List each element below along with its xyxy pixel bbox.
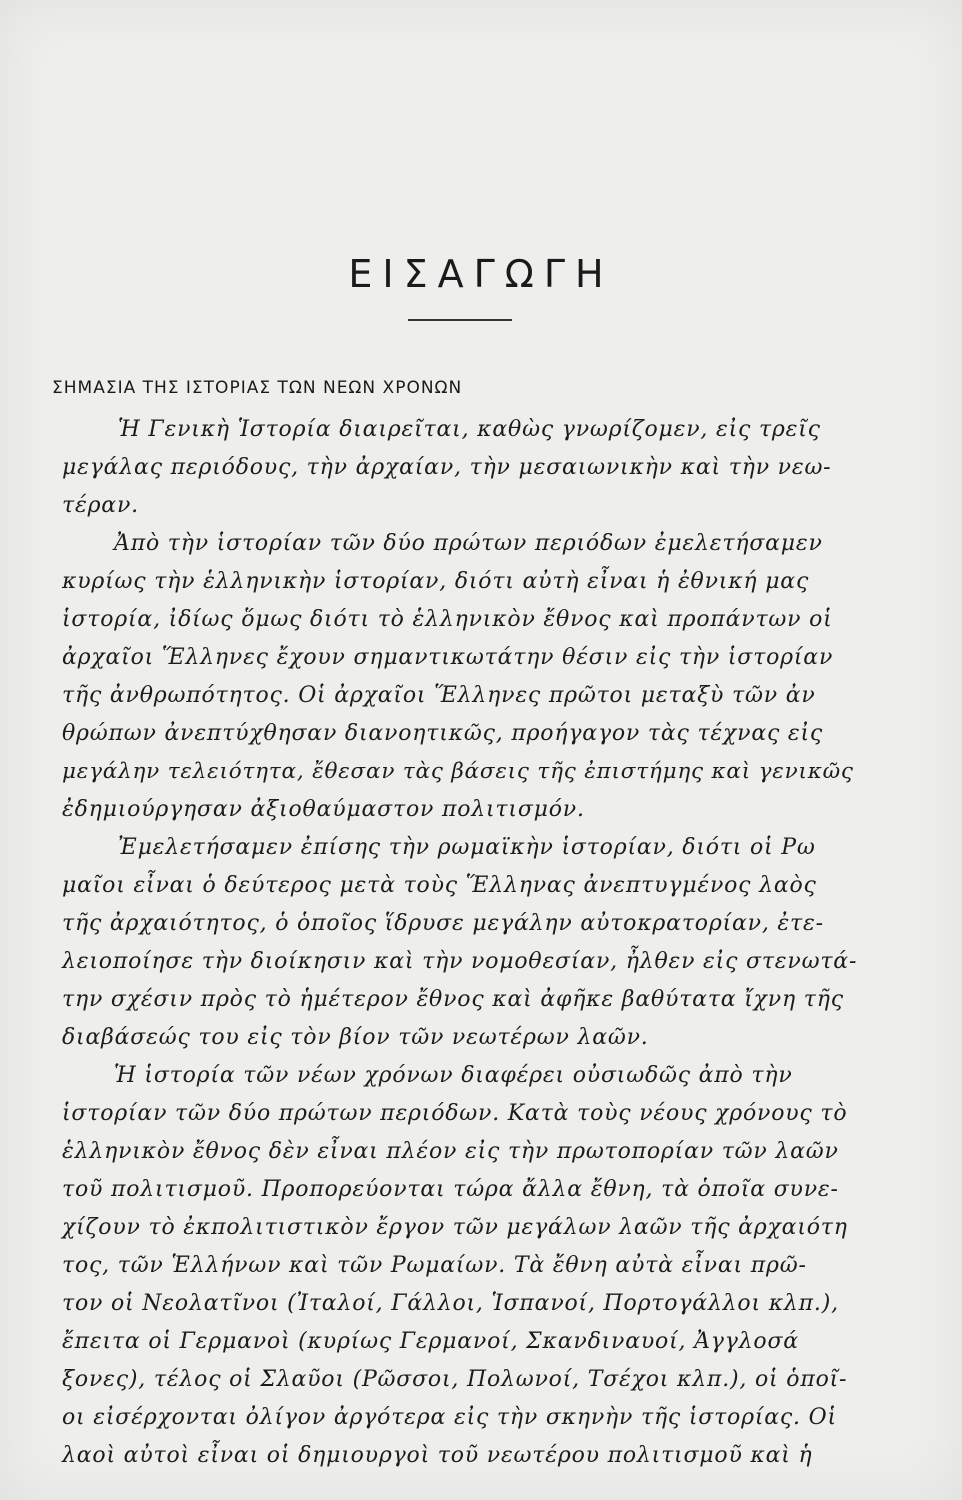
text-line: την σχέσιν πρὸς τὸ ἡμέτερον ἔθνος καὶ ἀφῆκε βαθύτατα ἴχνη τῆς xyxy=(62,987,844,1012)
section-heading: ΣΗΜΑΣΙΑ ΤΗΣ ΙΣΤΟΡΙΑΣ ΤΩΝ ΝΕΩΝ ΧΡΟΝΩΝ xyxy=(52,378,463,398)
text-line: τέραν. xyxy=(62,493,139,518)
title-divider xyxy=(408,319,512,321)
text-line: τον οἱ Νεολατῖνοι (Ἰταλοί, Γάλλοι, Ἱσπανοί, Πορτογάλλοι κλπ.), xyxy=(62,1291,839,1316)
text-line: λαοὶ αὐτοὶ εἶναι οἱ δημιουργοὶ τοῦ νεωτέρου πολιτισμοῦ καὶ ἡ xyxy=(62,1443,813,1468)
text-line: τος, τῶν Ἑλλήνων καὶ τῶν Ρωμαίων. Τὰ ἔθνη αὐτὰ εἶναι πρῶ- xyxy=(62,1253,807,1278)
text-line: Ἀπὸ τὴν ἱστορίαν τῶν δύο πρώτων περιόδων ἐμελετήσαμεν xyxy=(114,531,823,556)
text-line: Ἡ ἱστορία τῶν νέων χρόνων διαφέρει οὐσιωδῶς ἀπὸ τὴν xyxy=(114,1063,793,1088)
text-line: οι εἰσέρχονται ὀλίγον ἀργότερα εἰς τὴν σκηνὴν τῆς ἱστορίας. Οἱ xyxy=(62,1405,837,1430)
text-line: ἑλληνικὸν ἔθνος δὲν εἶναι πλέον εἰς τὴν πρωτοπορίαν τῶν λαῶν xyxy=(62,1139,839,1164)
page-title: ΕΙΣΑΓΩΓΗ xyxy=(348,252,614,296)
text-line: ξονες), τέλος οἱ Σλαῦοι (Ρῶσσοι, Πολωνοί, Τσέχοι κλπ.), οἱ ὁποῖ- xyxy=(62,1367,848,1392)
text-line: Ἡ Γενικὴ Ἱστορία διαιρεῖται, καθὼς γνωρίζομεν, εἰς τρεῖς xyxy=(118,417,821,442)
text-line: τῆς ἀνθρωπότητος. Οἱ ἀρχαῖοι Ἕλληνες πρῶτοι μεταξὺ τῶν ἀν xyxy=(62,683,816,708)
text-line: θρώπων ἀνεπτύχθησαν διανοητικῶς, προήγαγον τὰς τέχνας εἰς xyxy=(62,721,824,746)
text-line: λειοποίησε τὴν διοίκησιν καὶ τὴν νομοθεσίαν, ἦλθεν εἰς στενωτά- xyxy=(62,949,858,974)
text-line: μεγάλας περιόδους, τὴν ἀρχαίαν, τὴν μεσαιωνικὴν καὶ τὴν νεω- xyxy=(62,455,832,480)
text-line: χίζουν τὸ ἐκπολιτιστικὸν ἔργον τῶν μεγάλων λαῶν τῆς ἀρχαιότη xyxy=(62,1215,848,1240)
text-line: τῆς ἀρχαιότητος, ὁ ὁποῖος ἵδρυσε μεγάλην αὐτοκρατορίαν, ἐτε- xyxy=(62,911,824,936)
text-line: ἱστορία, ἰδίως ὅμως διότι τὸ ἑλληνικὸν ἔθνος καὶ προπάντων οἱ xyxy=(62,607,833,632)
text-line: μαῖοι εἶναι ὁ δεύτερος μετὰ τοὺς Ἕλληνας ἀνεπτυγμένος λαὸς xyxy=(62,873,817,898)
text-line: Ἐμελετήσαμεν ἐπίσης τὴν ρωμαϊκὴν ἱστορίαν, διότι οἱ Ρω xyxy=(118,835,816,860)
text-line: ἱστορίαν τῶν δύο πρώτων περιόδων. Κατὰ τοὺς νέους χρόνους τὸ xyxy=(62,1101,848,1126)
text-line: ἐδημιούργησαν ἀξιοθαύμαστον πολιτισμόν. xyxy=(62,797,585,822)
text-line: μεγάλην τελειότητα, ἔθεσαν τὰς βάσεις τῆς ἐπιστήμης καὶ γενικῶς xyxy=(62,759,854,784)
text-line: ἔπειτα οἱ Γερμανοὶ (κυρίως Γερμανοί, Σκανδιναυοί, Ἀγγλοσά xyxy=(62,1329,799,1354)
text-line: διαβάσεώς του εἰς τὸν βίον τῶν νεωτέρων λαῶν. xyxy=(62,1025,649,1050)
text-line: ἀρχαῖοι Ἕλληνες ἔχουν σημαντικωτάτην θέσιν εἰς τὴν ἱστορίαν xyxy=(62,645,834,670)
text-line: κυρίως τὴν ἑλληνικὴν ἱστορίαν, διότι αὐτὴ εἶναι ἡ ἐθνική μας xyxy=(62,569,810,594)
text-line: τοῦ πολιτισμοῦ. Προπορεύονται τώρα ἄλλα ἔθνη, τὰ ὁποῖα συνε- xyxy=(62,1177,839,1202)
